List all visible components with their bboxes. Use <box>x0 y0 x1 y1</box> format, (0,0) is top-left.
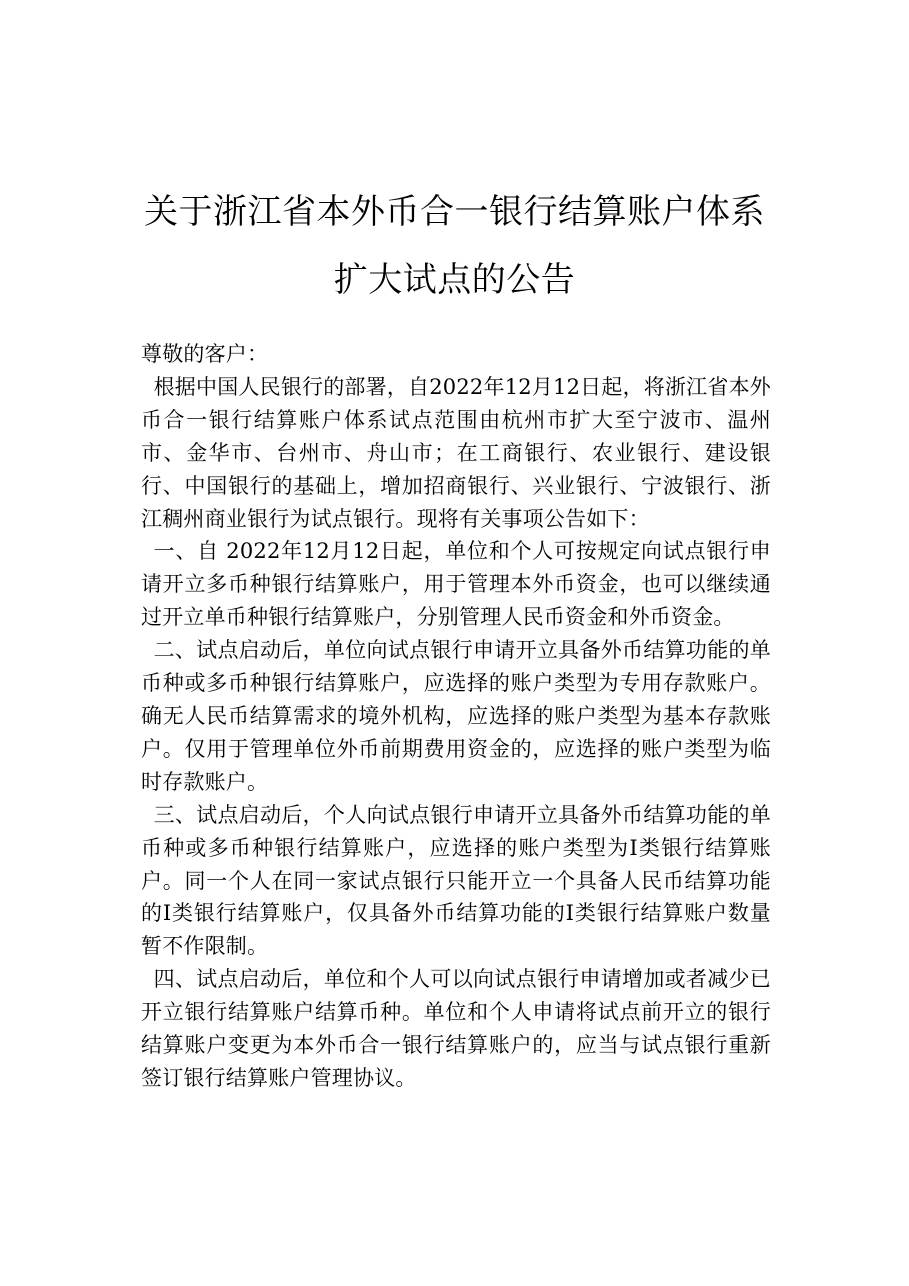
paragraph-item-3: 三、试点启动后，个人向试点银行申请开立具备外币结算功能的单币种或多币种银行结算账户，应选择的账户类型为I类银行结算账户。同一个人在同一家试点银行只能开立一个具备人民币结算功能的I类银行结算账户，仅具备外币结算功能的I类银行结算账户数量暂不作限制。 <box>141 802 771 959</box>
paragraph-intro: 根据中国人民银行的部署，自2022年12月12日起，将浙江省本外币合一银行结算账户体系试点范围由杭州市扩大至宁波市、温州市、金华市、台州市、舟山市；在工商银行、农业银行、建设银行、中国银行的基础上，增加招商银行、兴业银行、宁波银行、浙江稠州商业银行为试点银行。现将有关事项公告如下： <box>141 374 771 531</box>
document-body <box>141 338 771 1095</box>
paragraph-item-4: 四、试点启动后，单位和个人可以向试点银行申请增加或者减少已开立银行结算账户结算币种。单位和个人申请将试点前开立的银行结算账户变更为本外币合一银行结算账户的，应当与试点银行重新签订银行结算账户管理协议。 <box>141 967 771 1090</box>
salutation: 尊敬的客户： <box>141 342 269 366</box>
document-title-line-2: 扩大试点的公告 <box>333 260 576 300</box>
document-title-line-1: 关于浙江省本外币合一银行结算账户体系 <box>144 192 765 232</box>
paragraph-item-1: 一、自 2022年12月12日起，单位和个人可按规定向试点银行申请开立多币种银行结算账户，用于管理本外币资金，也可以继续通过开立单币种银行结算账户，分别管理人民币资金和外币资金。 <box>141 539 771 630</box>
paragraph-item-2: 二、试点启动后，单位向试点银行申请开立具备外币结算功能的单币种或多币种银行结算账户，应选择的账户类型为专用存款账户。确无人民币结算需求的境外机构，应选择的账户类型为基本存款账户。仅用于管理单位外币前期费用资金的，应选择的账户类型为临时存款账户。 <box>141 638 771 794</box>
